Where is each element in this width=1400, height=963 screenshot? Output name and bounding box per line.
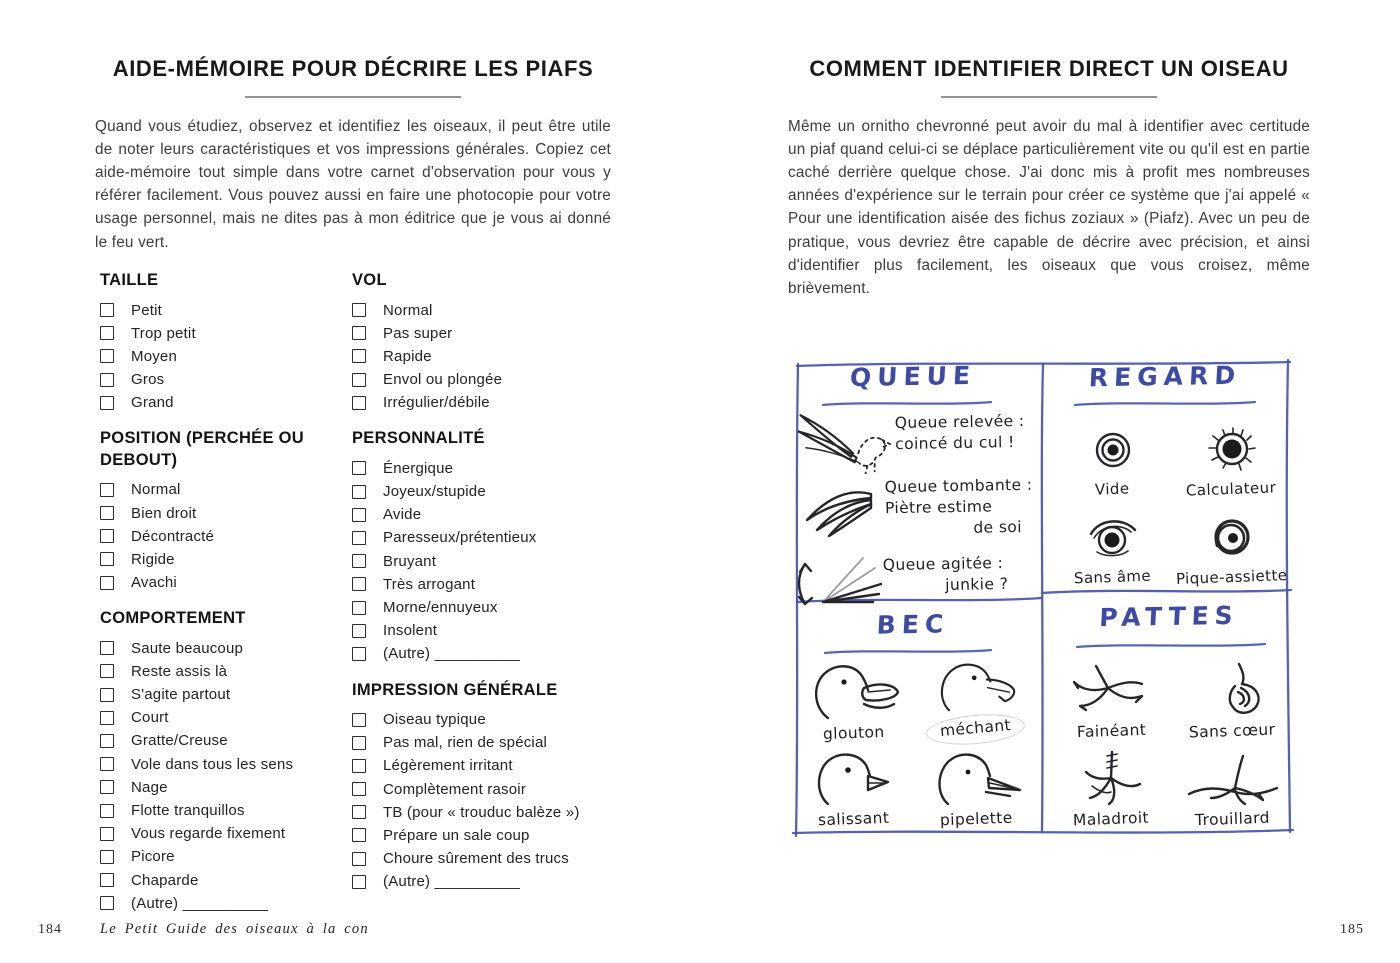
checkbox [352, 554, 366, 568]
checkbox [352, 736, 366, 750]
quadrant-title-bec: BEC [875, 609, 951, 640]
checklist-item-label: Envol ou plongée [383, 371, 503, 389]
checklist-item-label: Prépare un sale coup [383, 826, 530, 844]
checklist-item-label: TB (pour « trouduc balèze ») [383, 803, 580, 821]
checklist-item-label: Nage [131, 778, 168, 796]
title-rule [245, 96, 461, 98]
checklist-item [100, 892, 352, 915]
checklist-item-label: Avachi [131, 574, 177, 592]
checklist-item-label: Oiseau typique [383, 711, 486, 729]
checklist-item-label: Complètement rasoir [383, 780, 527, 798]
checklist-item-label: Trop petit [131, 324, 196, 342]
checkbox [100, 303, 114, 317]
feet-coward-icon [1185, 748, 1281, 806]
checkbox [352, 349, 366, 363]
checklist [100, 637, 352, 915]
checkbox [100, 396, 114, 410]
checklist-item-label: Morne/ennuyeux [383, 599, 498, 617]
section-personnalite [352, 428, 611, 665]
regard-fig-sans-ame [1053, 500, 1172, 588]
checklist-item-label: Picore [131, 848, 175, 866]
eye-soulless-icon [1085, 512, 1141, 564]
checklist-item [100, 571, 352, 594]
checkbox [100, 734, 114, 748]
queue-title-underline [821, 400, 993, 408]
checklist-item-label: Vole dans tous les sens [131, 755, 294, 773]
checkbox [100, 326, 114, 340]
checklist-item-label: Reste assis là [131, 662, 228, 680]
checklist [100, 298, 352, 414]
checklist-item [100, 706, 352, 729]
section-heading: PERSONNALITÉ [352, 429, 485, 448]
checklist-item [352, 368, 611, 391]
checklist-item [100, 368, 352, 391]
checklist-item [352, 847, 611, 870]
section-heading: VOL [352, 271, 387, 289]
checkbox [100, 896, 114, 910]
checkbox [352, 713, 366, 727]
checklist-item-label: Irrégulier/débile [383, 394, 490, 412]
pattes-fig-maladroit [1051, 742, 1172, 830]
bec-fig-salissant [793, 744, 915, 830]
section-heading: IMPRESSION GÉNÉRALE [352, 680, 558, 699]
checklist-item [352, 708, 611, 731]
checklist-item-label: Normal [131, 481, 181, 499]
checklist-item-label: (Autre) __________ [383, 645, 521, 663]
regard-label-sans-ame: Sans âme [1073, 566, 1152, 588]
quadrant-title-queue: QUEUE [849, 360, 977, 393]
queue-entry-2-label [884, 475, 1033, 541]
checklist-item-label: Pas mal, rien de spécial [383, 734, 548, 752]
checklist-item [352, 480, 611, 503]
checkbox [352, 303, 366, 317]
regard-label-pique-assiette: Pique-assiette [1175, 566, 1288, 588]
checklist-item [100, 525, 352, 548]
right-intro-paragraph: Même un ornitho chevronné peut avoir du mal à identifier avec certitude un piaf quand celui-ci se déplace particulièrement vite ou qu'il est en partie caché derrière quelque chose. J'ai donc mis à profit mes nombreuses années d'expérience sur le terrain pour créer ce système que j'ai appelé « Pour une identification aisée des fichus zoziaux » (Piafz). Avec un peu de pratique, vous devriez être capable de décrire avec précision, et ainsi d'identifier plus facilement, les oiseaux que vous croisez, même brièvement. [788, 117, 1310, 297]
checkbox [352, 601, 366, 615]
checklist-item-label: Gros [131, 371, 165, 389]
checklist-item [100, 845, 352, 868]
checklist-item [100, 298, 352, 321]
queue-entry-1-line2: coincé du cul ! [895, 433, 1015, 454]
checkbox [352, 828, 366, 842]
checklist-item-label: Avide [383, 506, 422, 524]
pattes-grid [1051, 654, 1293, 830]
checkbox [352, 396, 366, 410]
checkbox [352, 759, 366, 773]
checklist-item [100, 683, 352, 706]
checklist-item [100, 478, 352, 501]
checklist-item-label: Chaparde [131, 871, 199, 889]
checkbox [100, 780, 114, 794]
checklist-item-label: Flotte tranquillos [131, 802, 245, 820]
checkbox [352, 782, 366, 796]
checkbox [100, 506, 114, 520]
checklist-item [100, 548, 352, 571]
checkbox [100, 373, 114, 387]
quadrant-title-pattes: PATTES [1098, 600, 1240, 633]
beak-messy-icon [806, 746, 902, 806]
checkbox [100, 688, 114, 702]
checklist-item [100, 776, 352, 799]
pattes-label-trouillard: Trouillard [1194, 808, 1271, 830]
queue-entry-1-label [895, 411, 1025, 455]
checkbox [100, 711, 114, 725]
queue-entry-1-line1: Queue relevée : [894, 411, 1025, 433]
checklist-item-label: Petit [131, 301, 163, 319]
tail-drooping-icon [791, 478, 881, 540]
bec-label-pipelette: pipelette [939, 808, 1013, 830]
checkbox [100, 850, 114, 864]
title-rule [941, 96, 1157, 98]
checkbox [100, 529, 114, 543]
checklist [100, 478, 352, 594]
checkbox [100, 641, 114, 655]
right-page-title: COMMENT IDENTIFIER DIRECT UN OISEAU [809, 56, 1289, 81]
checklist-item-label: Gratte/Creuse [131, 732, 228, 750]
bec-grid [793, 658, 1037, 830]
right-page [788, 55, 1310, 830]
checklist-item-label: Énergique [383, 459, 454, 477]
queue-entry-2-line3: de soi [973, 517, 1023, 537]
checkbox [100, 873, 114, 887]
checkbox [352, 647, 366, 661]
checkbox [352, 624, 366, 638]
checklist-item-label: Bruyant [383, 552, 437, 570]
checkbox [100, 483, 114, 497]
checklist-item [352, 345, 611, 368]
checklist-item [100, 637, 352, 660]
section-comportement [100, 608, 352, 915]
regard-fig-vide [1053, 412, 1172, 500]
checklist-item [100, 753, 352, 776]
checklist-item [352, 642, 611, 665]
checkbox [352, 373, 366, 387]
checklist-item [352, 457, 611, 480]
bec-fig-pipelette [915, 744, 1037, 830]
checklist-item-label: Vous regarde fixement [131, 825, 286, 843]
checklist-item [100, 822, 352, 845]
section-heading: POSITION (PERCHÉE OU DEBOUT) [100, 429, 305, 469]
beak-chatty-icon [928, 746, 1024, 806]
pattes-label-faineant: Fainéant [1076, 720, 1147, 742]
left-page-number: 184 [38, 922, 62, 937]
checklist-item [352, 824, 611, 847]
beak-mean-icon [928, 658, 1024, 712]
checklist-column-1 [100, 270, 352, 921]
checklist-item-label: Bien droit [131, 504, 197, 522]
checklist-item [100, 729, 352, 752]
section-vol [352, 270, 611, 414]
section-position [100, 428, 352, 594]
checkbox [352, 508, 366, 522]
checklist-item-label: Pas super [383, 324, 453, 342]
checklist [352, 708, 611, 894]
checkbox [352, 805, 366, 819]
bec-label-mechant: méchant [925, 711, 1026, 749]
regard-grid [1053, 412, 1291, 588]
checklist-item-label: Choure sûrement des trucs [383, 850, 569, 868]
checklist-item [352, 778, 611, 801]
section-taille [100, 270, 352, 414]
checklist-item [352, 870, 611, 893]
checklist-item [100, 869, 352, 892]
section-impression-generale [352, 680, 611, 894]
checklist-item [352, 526, 611, 549]
checklist-item-label: S'agite partout [131, 686, 231, 704]
checklist-item [352, 503, 611, 526]
queue-entry-2-line1: Queue tombante : [884, 475, 1033, 497]
checklist-item [352, 322, 611, 345]
identification-diagram [785, 352, 1301, 846]
eye-empty-icon [1087, 424, 1139, 476]
eye-calculating-icon [1203, 422, 1261, 476]
checklist-item-label: Court [131, 709, 169, 727]
tail-raised-icon [793, 408, 893, 474]
eye-scrounger-icon [1205, 510, 1259, 564]
checkbox [352, 326, 366, 340]
checklist-item-label: Normal [383, 301, 433, 319]
checkbox [352, 852, 366, 866]
quadrant-title-regard: REGARD [1088, 360, 1242, 393]
checklist-item-label: Paresseux/prétentieux [383, 529, 537, 547]
pattes-title-underline [1075, 642, 1267, 650]
checklist-item-label: (Autre) __________ [131, 894, 269, 912]
checklist-item [352, 596, 611, 619]
checklist-item [100, 501, 352, 524]
bec-label-glouton: glouton [822, 722, 886, 744]
checklist-item-label: Grand [131, 394, 174, 412]
checkbox [352, 461, 366, 475]
pattes-label-maladroit: Maladroit [1073, 808, 1150, 830]
queue-entry-2-line2: Piètre estime [884, 497, 993, 518]
left-intro-paragraph: Quand vous étudiez, observez et identifiez les oiseaux, il peut être utile de noter leurs caractéristiques et vos impressions générales. Copiez cet aide-mémoire tout simple dans votre carnet d'observation pour vous y référer facilement. Vous pouvez aussi en faire une photocopie pour votre usage personnel, mais ne dites pas à mon éditrice que je vous ai donné le feu vert. [95, 117, 611, 251]
feet-lazy-icon [1066, 660, 1158, 718]
pattes-fig-faineant [1051, 654, 1172, 742]
checklist-item-label: Moyen [131, 347, 178, 365]
feet-heartless-icon [1187, 660, 1279, 718]
checklist-item [352, 573, 611, 596]
checklist-item-label: Rapide [383, 347, 432, 365]
section-heading: TAILLE [100, 271, 159, 289]
checklist-item [100, 345, 352, 368]
bec-label-salissant: salissant [818, 808, 890, 830]
regard-fig-pique-assiette [1172, 500, 1291, 588]
checkbox [100, 827, 114, 841]
checkbox [100, 552, 114, 566]
checkbox [352, 485, 366, 499]
beak-glutton-icon [806, 658, 902, 720]
checklist-item [100, 660, 352, 683]
checklist-item [352, 754, 611, 777]
checklist-item [100, 799, 352, 822]
checklist-item-label: Rigide [131, 550, 175, 568]
checklist-item [352, 391, 611, 414]
tail-wagging-icon [789, 546, 885, 610]
checkbox [100, 804, 114, 818]
regard-label-calculateur: Calculateur [1186, 478, 1277, 500]
right-page-number: 185 [1340, 922, 1364, 937]
section-heading: COMPORTEMENT [100, 609, 246, 628]
checkbox [100, 349, 114, 363]
queue-entry-3-label [883, 553, 1009, 597]
regard-title-underline [1073, 400, 1257, 408]
checklist [352, 457, 611, 666]
checklist-item [352, 298, 611, 321]
checklist-item-label: Saute beaucoup [131, 639, 244, 657]
bec-fig-glouton [793, 658, 915, 744]
checklist-item-label: Joyeux/stupide [383, 483, 486, 501]
checkbox [100, 664, 114, 678]
checkbox [352, 531, 366, 545]
regard-label-vide: Vide [1094, 479, 1131, 499]
queue-entry-3-line2: junkie ? [945, 574, 1009, 595]
checklist-item [352, 619, 611, 642]
regard-fig-calculateur [1172, 412, 1291, 500]
checkbox [352, 875, 366, 889]
checklist-item [352, 801, 611, 824]
checklist-item-label: Légèrement irritant [383, 757, 513, 775]
checkbox [352, 577, 366, 591]
checklist-item [100, 322, 352, 345]
queue-entry-3-line1: Queue agitée : [882, 553, 1004, 575]
checklist-item [352, 550, 611, 573]
checklist-item-label: Très arrogant [383, 575, 476, 593]
book-title-footer: Le Petit Guide des oiseaux à la con [100, 921, 369, 937]
left-page [95, 55, 611, 912]
left-page-title: AIDE-MÉMOIRE POUR DÉCRIRE LES PIAFS [112, 56, 594, 81]
pattes-label-sans-coeur: Sans cœur [1189, 720, 1276, 742]
pattes-fig-sans-coeur [1172, 654, 1293, 742]
checklist-columns [100, 270, 611, 921]
feet-clumsy-icon [1066, 746, 1158, 806]
checklist-item [352, 731, 611, 754]
checkbox [100, 757, 114, 771]
checklist [352, 298, 611, 414]
pattes-fig-trouillard [1172, 742, 1293, 830]
checklist-item-label: (Autre) __________ [383, 873, 521, 891]
checklist-column-2 [352, 270, 611, 921]
checklist-item-label: Décontracté [131, 527, 215, 545]
checklist-item-label: Insolent [383, 622, 438, 640]
checklist-item [100, 391, 352, 414]
bec-fig-mechant [915, 658, 1037, 744]
checkbox [100, 576, 114, 590]
bec-title-underline [823, 648, 993, 656]
